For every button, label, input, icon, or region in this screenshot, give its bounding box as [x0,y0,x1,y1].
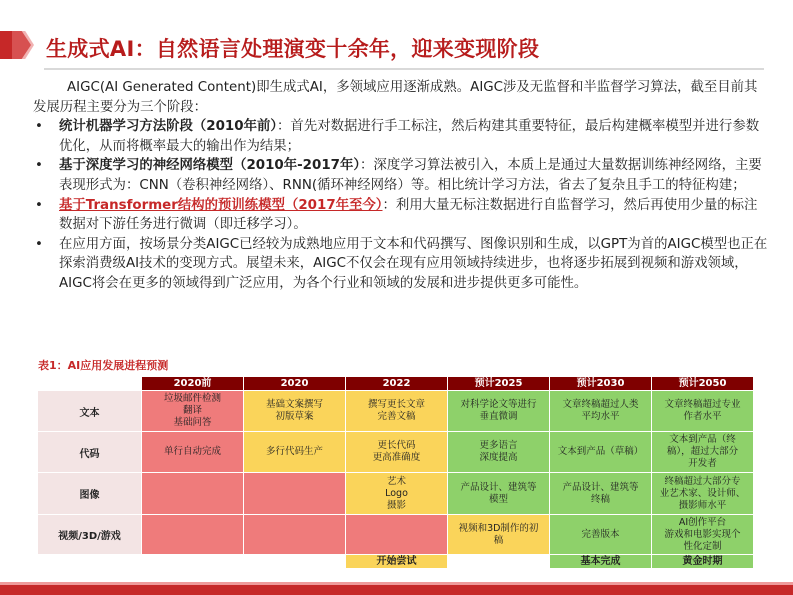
bullet-text: ：首先对数据进行手工标注，然后构建其重要特征，最后构建概率模型并进行参数优化，从而将概率最大的输出作为结果； [59,119,760,154]
table-cell [244,473,345,514]
table-cell: 基础文案撰写 初版草案 [244,391,345,431]
table-cell: AI创作平台 游戏和电影实现个 性化定制 [652,515,753,554]
row-label-code: 代码 [38,432,141,472]
ai-forecast-table [38,377,753,567]
bullet-stage-1 [33,117,768,156]
table-cell: 单行自动完成 [142,432,243,472]
legend-golden-period: 黄金时期 [652,555,753,568]
column-header: 2020前 [142,377,243,390]
table-cell: 文章终稿超过专业 作者水平 [652,391,753,431]
table-cell: 产品设计、建筑等 模型 [448,473,549,514]
bullet-text: ：深度学习算法被引入，本质上是通过大量数据训练神经网络，主要表现形式为：CNN（卷积神经网络）、RNN(循环神经网络）等。相比统计学习方法，省去了复杂且手工的特征构建； [59,158,762,193]
bullet-text: 在应用方面，按场景分类AIGC已经较为成熟地应用于文本和代码撰写、图像识别和生成，以GPT为首的AIGC模型也正在探索消费级AI技术的变现方式。展望未来，AIGC不仅会在现有应用领域持续进步，也将逐步拓展到视频和游戏领域，AIGC将会在更多的领域得到广泛应用，为各个行业和领域的发展和进步提供更多可能性。 [59,236,768,291]
legend-start-trial: 开始尝试 [346,555,447,568]
table-cell: 对科学论文等进行 垂直微调 [448,391,549,431]
bullet-head: 基于深度学习的神经网络模型（2010年-2017年） [59,158,361,174]
table-caption: 表1：AI应用发展进程预测 [38,359,169,372]
column-header: 2020 [244,377,345,390]
row-label-image: 图像 [38,473,141,514]
bullet-head: 统计机器学习方法阶段（2010年前） [59,119,278,135]
table-cell [244,515,345,554]
bullet-stage-3 [33,196,768,235]
column-header: 预计2030 [550,377,651,390]
bottom-accent-bar [0,585,793,595]
slide-title: 生成式AI：自然语言处理演变十余年，迎来变现阶段 [46,37,540,61]
table-cell: 产品设计、建筑等 终稿 [550,473,651,514]
table-cell [142,515,243,554]
table-cell: 垃圾邮件检测 翻译 基础问答 [142,391,243,431]
body-text [33,78,768,294]
table-cell: 文章终稿超过人类 平均水平 [550,391,651,431]
title-accent-shape-light [12,31,34,59]
column-header: 预计2025 [448,377,549,390]
bullet-dot: • [35,236,43,252]
table-cell: 更多语言 深度提高 [448,432,549,472]
table-cell: 视频和3D制作的初 稿 [448,515,549,554]
bullet-dot: • [35,158,43,174]
table-cell: 撰写更长文章 完善文稿 [346,391,447,431]
table-cell: 艺术 Logo 摄影 [346,473,447,514]
table-cell: 完善版本 [550,515,651,554]
bullet-dot: • [35,197,43,213]
table-cell: 终稿超过大部分专 业艺术家、设计师、 摄影师水平 [652,473,753,514]
bullet-stage-2 [33,156,768,195]
table-cell: 文本到产品（终 稿），超过大部分 开发者 [652,432,753,472]
column-header: 预计2050 [652,377,753,390]
title-divider [44,68,764,70]
bullet-head-link[interactable]: 基于Transformer结构的预训练模型（2017年至今） [59,197,383,213]
intro-paragraph: AIGC(AI Generated Content)即生成式AI，多领域应用逐渐成熟。AIGC涉及无监督和半监督学习算法，截至目前其发展历程主要分为三个阶段： [33,80,758,115]
column-header: 2022 [346,377,447,390]
legend-basic-complete: 基本完成 [550,555,651,568]
table-cell [346,515,447,554]
row-label-text: 文本 [38,391,141,431]
row-label-video: 视频/3D/游戏 [38,515,141,554]
bullet-dot: • [35,119,43,135]
table-cell: 多行代码生产 [244,432,345,472]
table-cell: 文本到产品（草稿） [550,432,651,472]
table-cell [142,473,243,514]
bullet-text: ：利用大量无标注数据进行自监督学习，然后再使用少量的标注数据对下游任务进行微调（即迁移学习）。 [59,197,758,233]
table-cell: 更长代码 更高准确度 [346,432,447,472]
bullet-application [33,235,768,294]
